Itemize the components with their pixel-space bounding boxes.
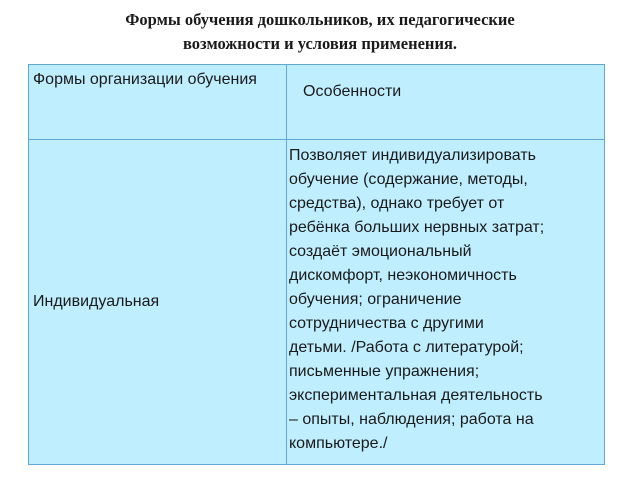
title-line-1: Формы обучения дошкольников, их педагогические	[125, 10, 515, 29]
features-line: Позволяет индивидуализировать	[289, 147, 536, 164]
header-cell-forms: Формы организации обучения	[29, 65, 287, 140]
features-line: ребёнка больших нервных затрат;	[289, 219, 545, 236]
title-line-2: возможности и условия применения.	[183, 34, 457, 53]
form-name-cell: Индивидуальная	[29, 140, 287, 465]
features-line: обучение (содержание, методы,	[289, 171, 528, 188]
features-line: – опыты, наблюдения; работа на	[289, 411, 534, 428]
slide-title	[40, 8, 600, 56]
features-line: сотрудничества с другими	[289, 315, 484, 332]
header-cell-features: Особенности	[287, 65, 605, 140]
features-line: экспериментальная деятельность	[289, 387, 543, 404]
features-line: дискомфорт, неэкономичность	[289, 267, 517, 284]
features-line: создаёт эмоциональный	[289, 243, 472, 260]
table-row	[29, 140, 605, 465]
forms-table	[28, 64, 605, 465]
features-cell	[287, 140, 605, 465]
features-line: компьютере./	[289, 435, 388, 452]
table-header-row	[29, 65, 605, 140]
features-line: письменные упражнения;	[289, 363, 480, 380]
features-line: детьми. /Работа с литературой;	[289, 339, 524, 356]
features-line: средства), однако требует от	[289, 195, 505, 212]
features-line: обучения; ограничение	[289, 291, 462, 308]
